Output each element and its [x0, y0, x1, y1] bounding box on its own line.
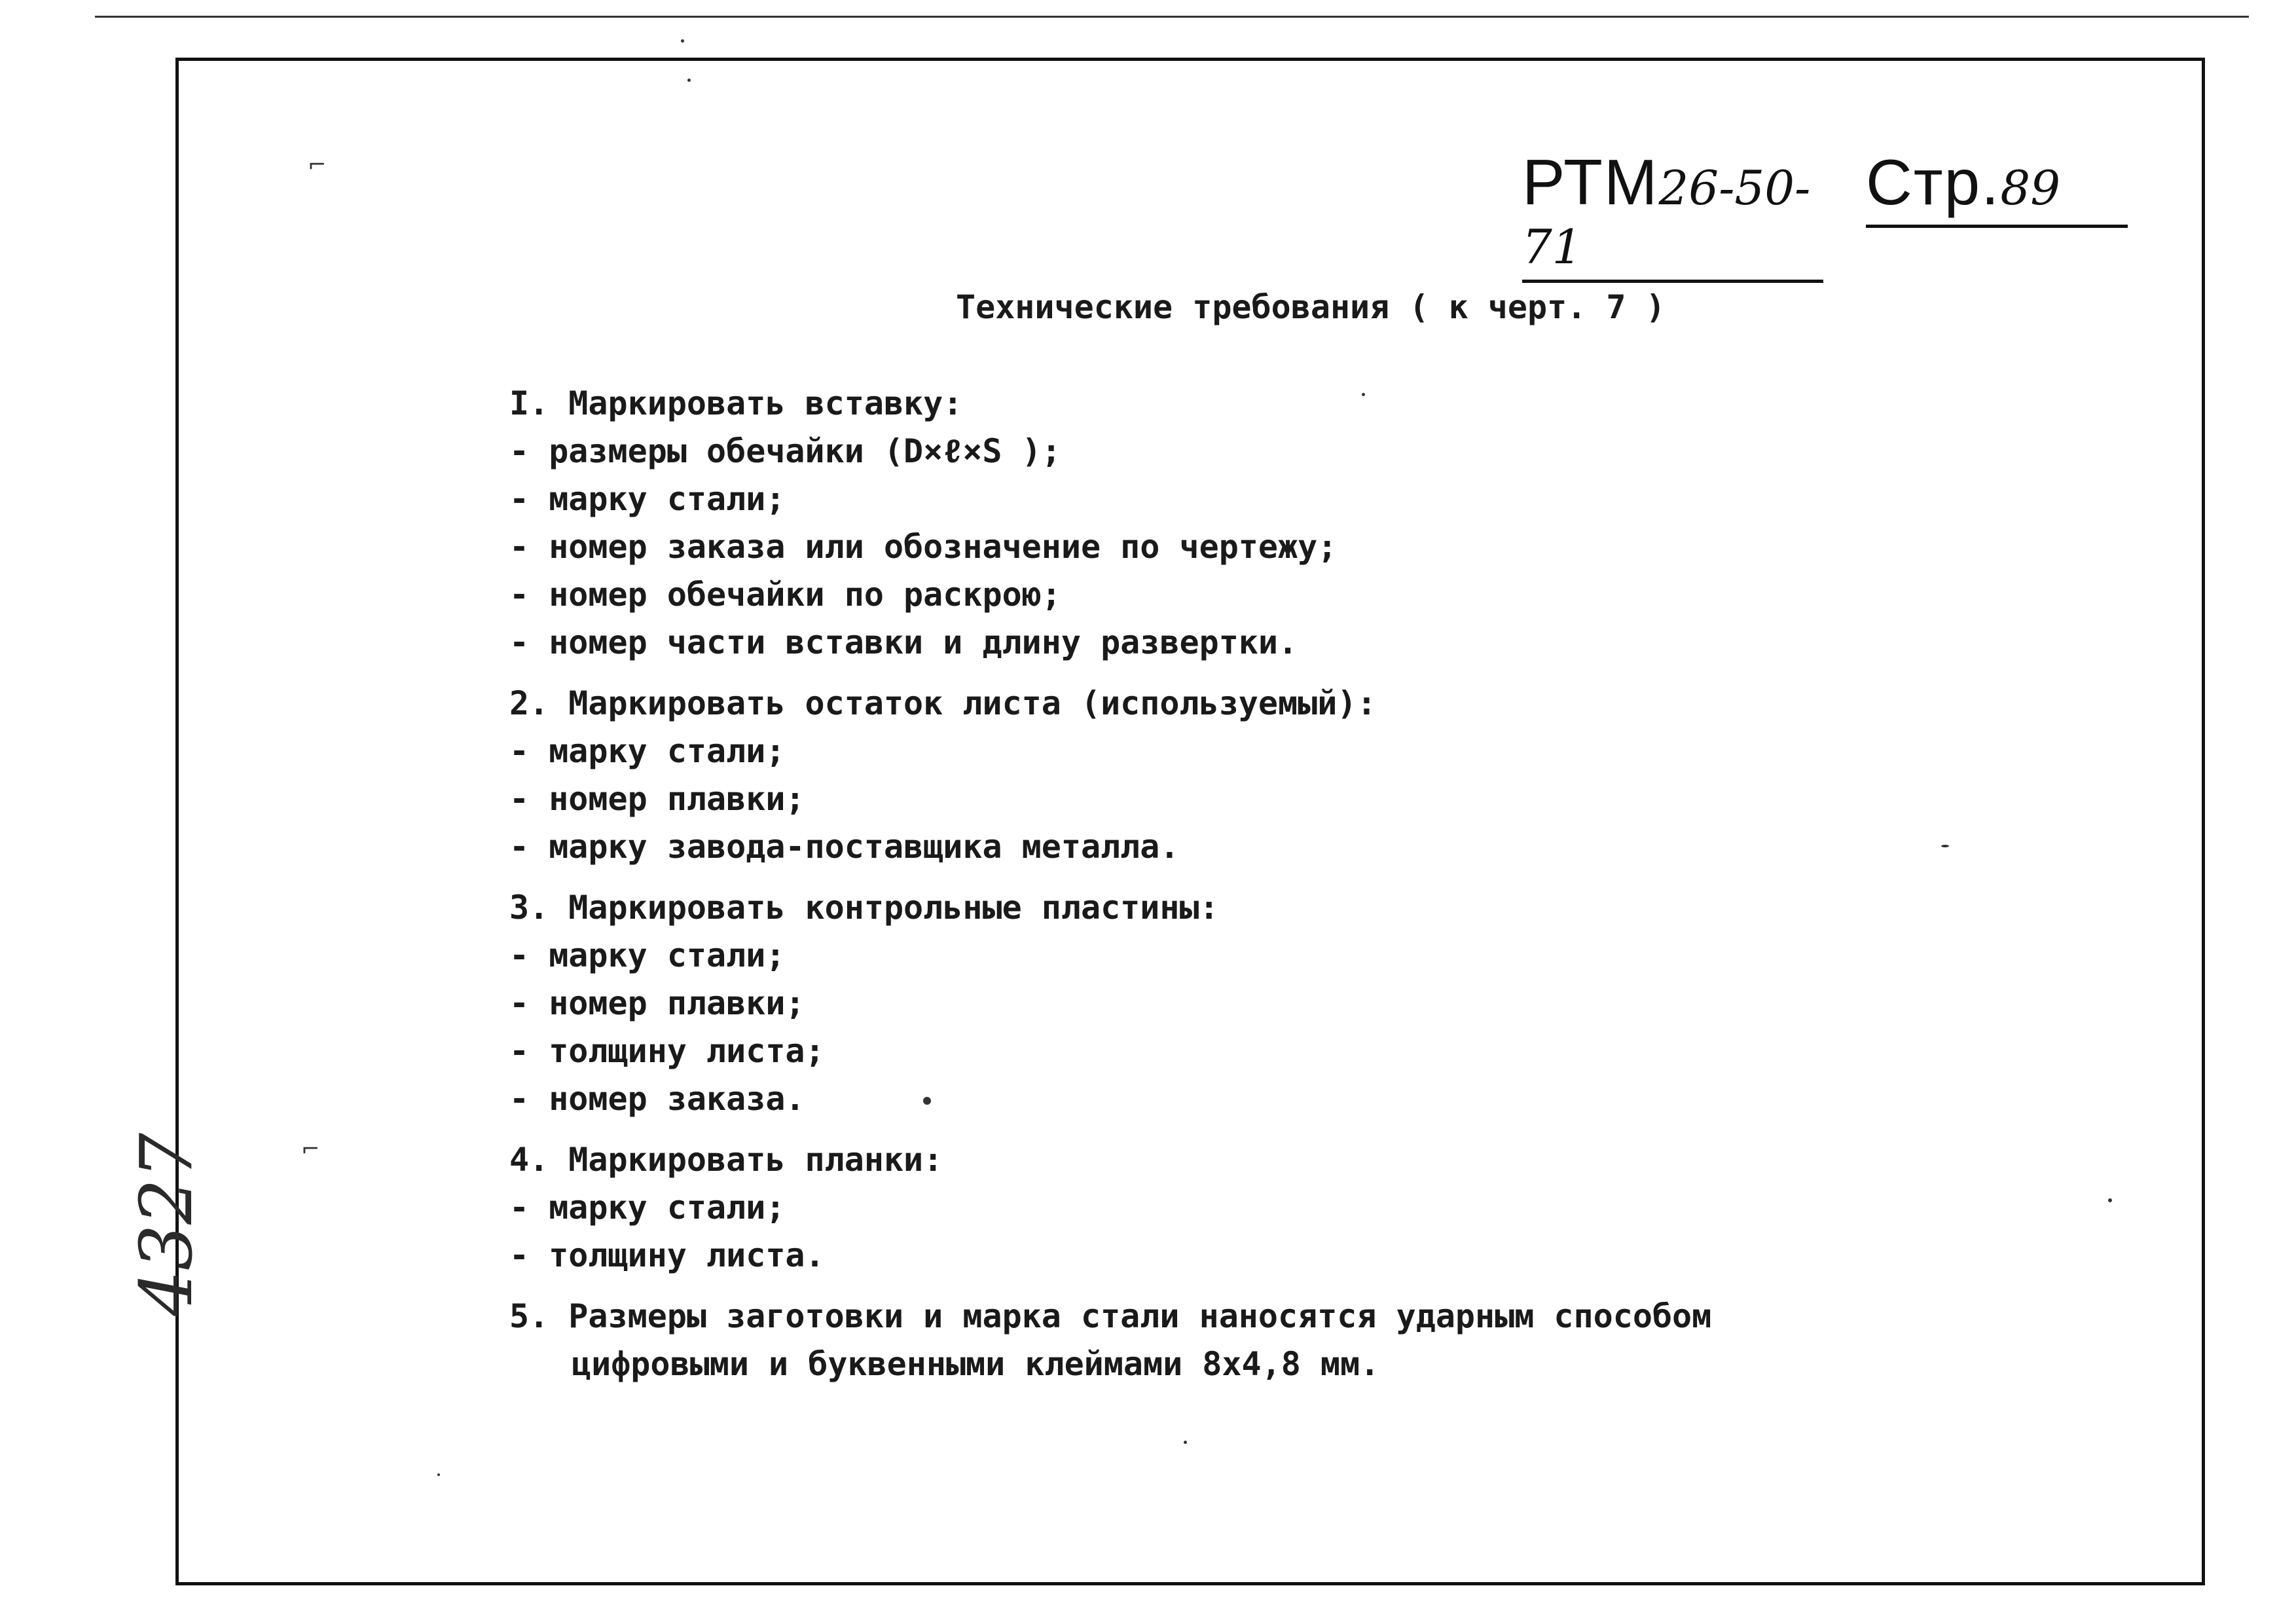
list-item: - номер плавки;: [509, 780, 805, 818]
scan-speck: [923, 1097, 931, 1105]
top-rule: [95, 16, 2249, 18]
page-number: 89: [2000, 160, 2061, 215]
page-prefix: Стр.: [1866, 146, 2001, 218]
page-number-stamp: [1866, 145, 2128, 228]
list-item: - марку стали;: [509, 480, 786, 518]
scan-speck: [681, 39, 684, 43]
scan-mark-icon: ⌐: [301, 1136, 320, 1162]
list-item: - марку завода-поставщика металла.: [509, 828, 1180, 866]
section-heading: 4. Маркировать планки:: [509, 1141, 943, 1179]
section-4: [509, 1136, 1950, 1280]
section-2: [509, 680, 1950, 871]
section-heading: I. Маркировать вставку:: [509, 384, 963, 422]
section-heading: 5. Размеры заготовки и марка стали наносятся ударным способом: [509, 1297, 1712, 1335]
list-item: - марку стали;: [509, 732, 786, 770]
section-heading: 2. Маркировать остаток листа (используемый):: [509, 684, 1377, 722]
section-continuation: цифровыми и буквенными клеймами 8х4,8 мм.: [572, 1345, 1380, 1383]
section-3: [509, 884, 1950, 1123]
scan-speck: [1184, 1441, 1187, 1444]
list-item: - толщину листа;: [509, 1032, 825, 1070]
scan-speck: [2108, 1198, 2112, 1202]
stamp-code: 26-50-71: [1522, 160, 1811, 274]
list-item: - номер обечайки по раскрою;: [509, 576, 1061, 614]
requirements-list: [509, 380, 1950, 1401]
list-item: - марку стали;: [509, 936, 786, 974]
list-item: - номер заказа.: [509, 1080, 805, 1118]
list-item: - толщину листа.: [509, 1236, 825, 1274]
scan-speck: [687, 79, 691, 82]
list-item: - марку стали;: [509, 1189, 786, 1227]
document-code-stamp: [1522, 145, 1823, 283]
scan-speck: [1941, 845, 1949, 847]
page-title: Технические требования ( к черт. 7 ): [956, 288, 1666, 326]
scan-speck: [1362, 393, 1365, 396]
list-item: - номер плавки;: [509, 984, 805, 1022]
list-item: - номер части вставки и длину развертки.: [509, 623, 1298, 661]
section-heading: 3. Маркировать контрольные пластины:: [509, 889, 1219, 927]
stamp-prefix: РТМ: [1522, 146, 1659, 218]
scan-mark-icon: ⌐: [308, 152, 327, 178]
section-5: [509, 1293, 1950, 1388]
list-item: - номер заказа или обозначение по чертежу;: [509, 528, 1338, 566]
list-item: - размеры обечайки (D×ℓ×S );: [509, 432, 1061, 470]
scan-speck: [437, 1473, 440, 1476]
margin-handwritten-number: 4327: [124, 1133, 208, 1316]
section-1: [509, 380, 1950, 667]
